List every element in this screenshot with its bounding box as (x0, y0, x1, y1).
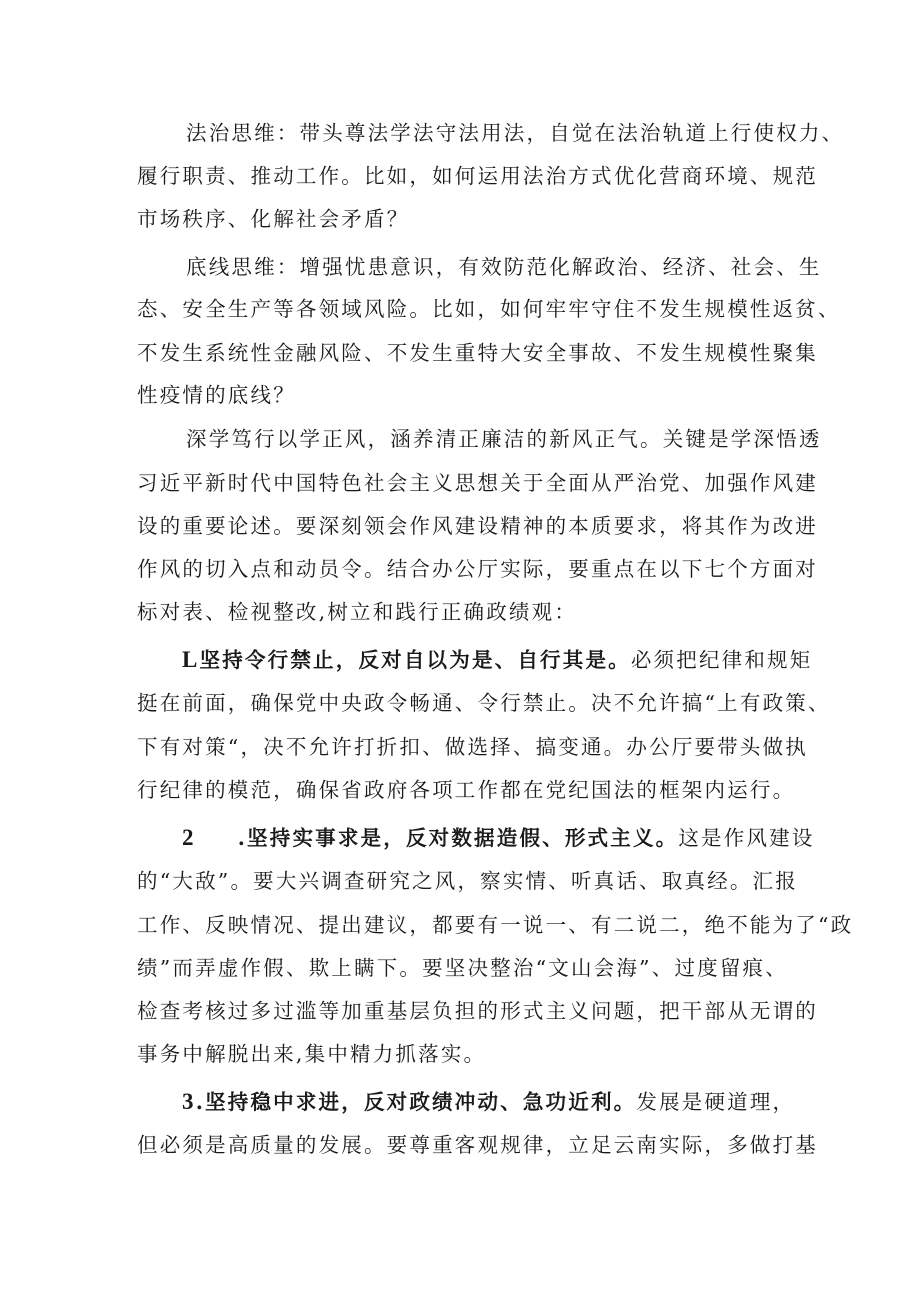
p1-line-3: 市场秩序、化解社会矛盾？ (137, 207, 410, 231)
item1-number: L (182, 647, 200, 672)
item2-first-rest: 这是作风建设 (678, 826, 815, 850)
item2-heading: .坚持实事求是，反对数据造假、形式主义。 (237, 826, 679, 850)
item3-number: 3 (182, 1089, 196, 1114)
item1-line-1 (182, 646, 812, 674)
item2-line-5: 检查考核过多过滥等加重基层负担的形式主义问题，把干部从无谓的 (137, 999, 818, 1023)
p1-line-2: 履行职责、推动工作。比如，如何运用法治方式优化营商环境、规范 (137, 164, 818, 188)
item3-line-1 (182, 1088, 795, 1116)
p3-line-5: 标对表、检视整改,树立和践行正确政绩观： (137, 600, 578, 624)
item3-first-rest: 发展是硬道理， (636, 1090, 796, 1114)
item2-line-6: 事务中解脱出来,集中精力抓落实。 (137, 1042, 487, 1066)
p2-line-1: 底线思维：增强忧患意识，有效防范化解政治、经济、社会、生 (186, 255, 822, 279)
item1-line-3: 下有对策“，决不允许打折扣、做选择、搞变通。办公厅要带头做执 (137, 735, 808, 759)
item3-heading: .坚持稳中求进，反对政绩冲动、急功近利。 (195, 1090, 637, 1114)
item2-line-4: 绩”而弄虚作假、欺上瞒下。要坚决整治“文山会海”、过度留痕、 (137, 956, 788, 980)
p2-line-2: 态、安全生产等各领域风险。比如，如何牢牢守住不发生规模性返贫、 (137, 297, 841, 321)
item1-heading: 坚持令行禁止，反对自以为是、自行其是。 (199, 648, 631, 672)
item2-line-2: 的“大敌”。要大兴调查研究之风，察实情、听真话、取真经。汇报 (137, 869, 798, 893)
item2-number: 2 (182, 825, 196, 850)
item1-line-2: 挺在前面，确保党中央政令畅通、令行禁止。决不允许搞“上有政策、 (137, 691, 831, 715)
p3-line-1: 深学笃行以学正风，涵养清正廉洁的新风正气。关键是学深悟透 (186, 427, 822, 451)
p2-line-3: 不发生系统性金融风险、不发生重特大安全事故、不发生规模性聚集 (137, 341, 818, 365)
item1-line-4: 行纪律的模范，确保省政府各项工作都在党纪国法的框架内运行。 (137, 778, 796, 802)
item2-line-3: 工作、反映情况、提出建议，都要有一说一、有二说二，绝不能为了“政 (137, 913, 854, 937)
p3-line-4: 作风的切入点和动员令。结合办公厅实际，要重点在以下七个方面对 (137, 557, 818, 581)
item2-line-1 (182, 824, 815, 852)
p2-line-4: 性疫情的底线？ (137, 383, 296, 407)
p1-line-1: 法治思维：带头尊法学法守法用法，自觉在法治轨道上行使权力、 (186, 121, 845, 145)
item3-line-2: 但必须是高质量的发展。要尊重客观规律，立足云南实际，多做打基 (137, 1133, 818, 1157)
item1-first-rest: 必须把纪律和规矩 (630, 648, 813, 672)
p3-line-2: 习近平新时代中国特色社会主义思想关于全面从严治党、加强作风建 (137, 471, 818, 495)
p3-line-3: 设的重要论述。要深刻领会作风建设精神的本质要求，将其作为改进 (137, 514, 818, 538)
